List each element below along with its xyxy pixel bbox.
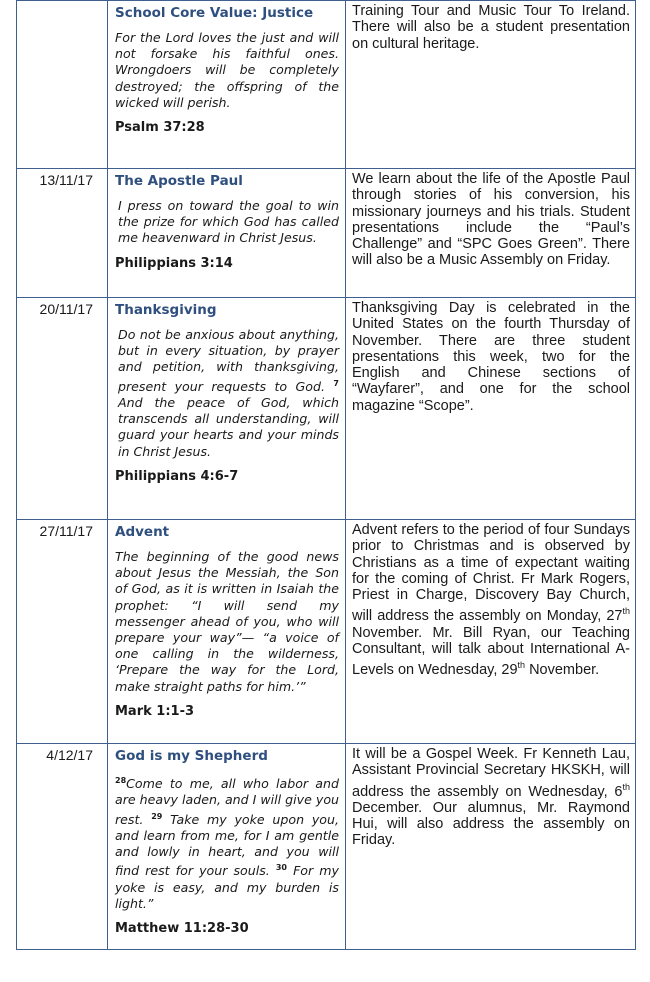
week-date: 13/11/17 [39, 172, 93, 188]
info-cell [346, 1, 636, 169]
table-row [17, 169, 636, 298]
bible-verse: $^{28}$Come to me, all who labor and are heavy laden, and I will give you rest. $^{29}$ Take my yoke upon you, and learn from me, for I am gentle and lowly in heart, and you will find rest for your souls. $^{30}$ For my yoke is easy, and my burden is light.” [115, 776, 340, 911]
schedule-page [16, 0, 635, 950]
theme-title: The Apostle Paul [115, 173, 243, 189]
week-info: Training Tour and Music Tour To Ireland. There will also be a student presentation on cultural heritage. [352, 3, 630, 52]
table-row [17, 298, 636, 520]
theme-title: Advent [115, 524, 170, 540]
theme-cell [108, 1, 346, 169]
theme-cell [108, 169, 346, 298]
assembly-schedule-table [16, 0, 636, 950]
bible-verse: I press on toward the goal to win the prize for which God has called me heavenward in Christ Jesus. [118, 198, 339, 246]
bible-verse: For the Lord loves the just and will not forsake his faithful ones. Wrongdoers will be completely destroyed; the offspring of the wicked will perish. [115, 30, 339, 110]
week-info: Thanksgiving Day is celebrated in the United States on the fourth Thursday of November. There are three student presentations this week, two for the English and Chinese sections of “Wayfarer”, and one for the school magazine “Scope”. [352, 300, 630, 414]
info-cell [346, 744, 636, 950]
week-info: Advent refers to the period of four Sundays prior to Christmas and is observed by Christians as a time of expectant waiting for the coming of Christ. Fr Mark Rogers, Priest in Charge, Discovery Bay Church, will address the assembly on Monday, 27th November. Mr. Bill Ryan, our Teaching Consultant, will talk about International A-Levels on Wednesday, 29th November. [352, 522, 630, 679]
date-cell [17, 298, 108, 520]
week-date: 27/11/17 [39, 523, 93, 539]
verse-reference: Philippians 4:6-7 [115, 468, 239, 484]
info-cell [346, 520, 636, 744]
verse-number: 7 [333, 378, 339, 388]
verse-reference: Psalm 37:28 [115, 120, 205, 136]
date-cell [17, 169, 108, 298]
theme-title: Thanksgiving [115, 302, 217, 318]
table-row [17, 520, 636, 744]
week-info: It will be a Gospel Week. Fr Kenneth Lau, Assistant Provincial Secretary HKSKH, will address the assembly on Wednesday, 6th December. Our alumnus, Mr. Raymond Hui, will also address the assembly on Friday. [352, 746, 630, 849]
theme-cell [108, 744, 346, 950]
theme-title: School Core Value: Justice [115, 5, 314, 21]
bible-verse: Do not be anxious about anything, but in every situation, by prayer and petition, with thanksgiving, present your requests to God. $^7$ And the peace of God, which transcends all understanding, will guard your hearts and your minds in Christ Jesus. [118, 327, 339, 459]
week-date: 4/12/17 [46, 747, 93, 763]
theme-cell [108, 298, 346, 520]
info-cell [346, 169, 636, 298]
table-row [17, 744, 636, 950]
theme-cell [108, 520, 346, 744]
theme-title: God is my Shepherd [115, 748, 268, 764]
verse-reference: Mark 1:1-3 [115, 703, 195, 719]
date-cell [17, 744, 108, 950]
date-cell [17, 520, 108, 744]
bible-verse: The beginning of the good news about Jesus the Messiah, the Son of God, as it is written in Isaiah the prophet: “I will send my messenger ahead of you, who will prepare your way”— “a voice of one calling in the wilderness, ‘Prepare the way for the Lord, make straight paths for him.’” [115, 549, 339, 694]
verse-reference: Matthew 11:28-30 [115, 921, 249, 937]
week-info: We learn about the life of the Apostle Paul through stories of his conversion, his missionary journeys and his trials. Student presentations include the “Paul’s Challenge” and “SPC Goes Green”. There will also be a Music Assembly on Friday. [352, 171, 630, 269]
date-cell [17, 1, 108, 169]
week-date: 20/11/17 [39, 301, 93, 317]
info-cell [346, 298, 636, 520]
table-row [17, 1, 636, 169]
verse-reference: Philippians 3:14 [115, 255, 233, 271]
